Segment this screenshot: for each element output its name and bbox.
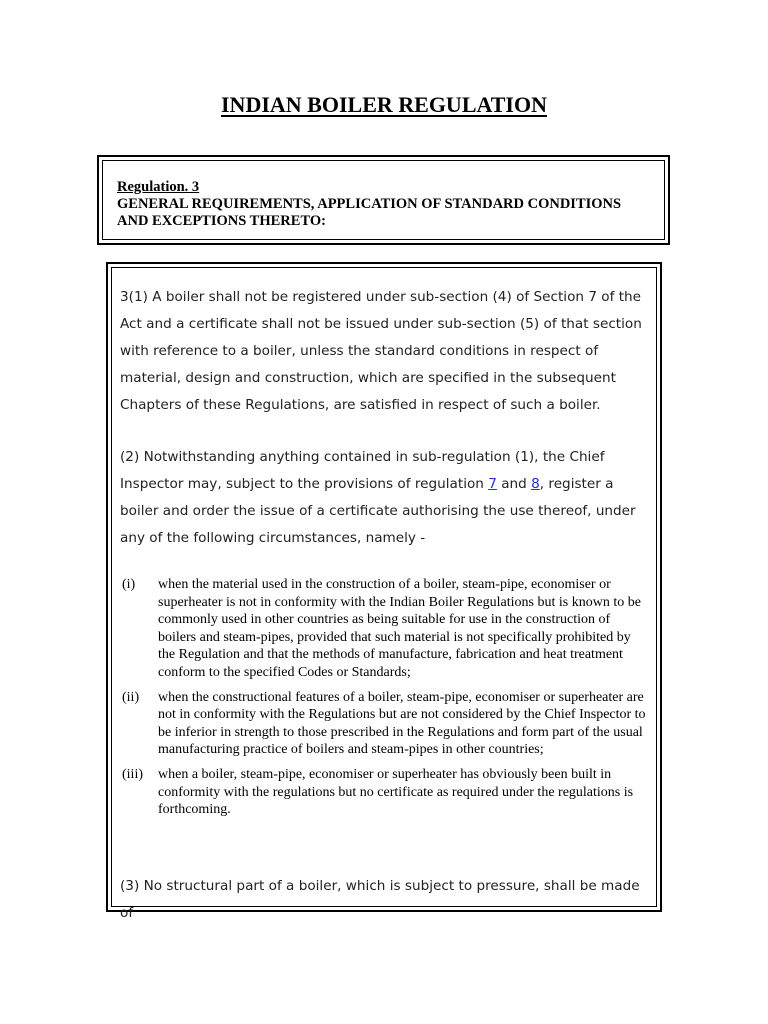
paragraph-2-after: , register a boiler and order the issue of a certificate authorising the use thereof, under any of the following circumstances, namely - <box>120 476 636 546</box>
regulation-heading-line1: GENERAL REQUIREMENTS, APPLICATION OF STANDARD CONDITIONS <box>117 196 622 212</box>
paragraph-2-before: (2) Notwithstanding anything contained in sub-regulation (1), the Chief Inspector may, subject to the provisions of regulation <box>120 449 605 492</box>
list-item-number: (i) <box>122 577 136 592</box>
paragraph-3: (3) No structural part of a boiler, which is subject to pressure, shall be made of <box>120 878 640 921</box>
page-title <box>0 92 768 118</box>
list-item-number: (ii) <box>122 689 140 705</box>
list-item-text: when the material used in the construction of a boiler, steam-pipe, economiser or superheater is not in conformity with the Indian Boiler Regulations but is known to be commonly used in other countries as being suitable for use in the construction of boilers and steam-pipes, provided that such material is not specifically prohibited by the Regulation and that the methods of manufacture, fabrication and heat treatment conform to the specified Codes or Standards; <box>158 577 641 680</box>
regulation-heading-line2: AND EXCEPTIONS THERETO: <box>117 213 326 229</box>
list-item <box>112 689 656 759</box>
regulation-number: Regulation. 3 <box>117 179 200 195</box>
regulation-body-inner <box>111 267 657 921</box>
paragraph-1: 3(1) A boiler shall not be registered under sub-section (4) of Section 7 of the Act and a certificate shall not be issued under sub-section (5) of that section with reference to a boiler, unless the standard conditions in respect of material, design and construction, which are specified in the subsequent Chapters of these Regulations, are satisfied in respect of such a boiler. <box>120 289 642 413</box>
list-item-text: when the constructional features of a boiler, steam-pipe, economiser or superheater are not in conformity with the Regulations but are not considered by the Chief Inspector to be inferior in strength to those prescribed in the Regulations and form part of the usual manufacturing practice of boilers and steam-pipes in other countries; <box>158 689 646 758</box>
paragraph-2 <box>112 444 650 552</box>
list-item-text: when a boiler, steam-pipe, economiser or superheater has obviously been built in conformity with the regulations but no certificate as required under the regulations is forthcoming. <box>158 766 634 818</box>
regulation-body-box <box>106 262 662 921</box>
regulation-header-box <box>97 155 670 245</box>
list-item <box>112 766 656 819</box>
page-title-text: INDIAN BOILER REGULATION <box>221 92 547 117</box>
paragraph-2-and: and <box>496 476 532 492</box>
regulation-7-link[interactable]: 7 <box>488 476 497 492</box>
regulation-8-link[interactable]: 8 <box>531 476 540 492</box>
list-item-number: (iii) <box>122 766 143 782</box>
regulation-header-inner <box>102 160 665 240</box>
circumstances-list <box>112 576 656 826</box>
list-item <box>112 576 656 682</box>
